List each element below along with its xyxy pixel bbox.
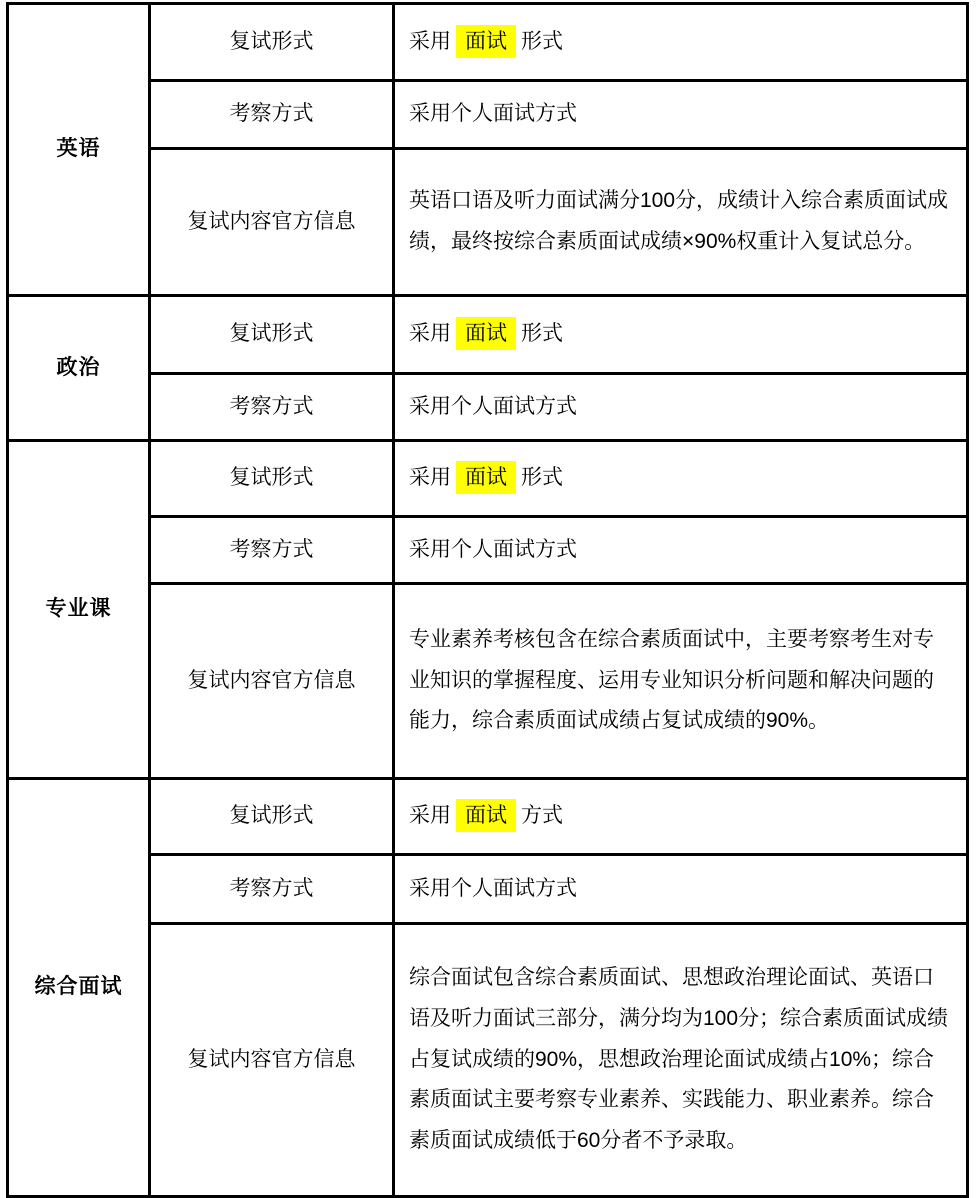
row-label: 复试形式 xyxy=(229,29,314,53)
content-cell xyxy=(394,584,968,779)
content-text: 采用 xyxy=(409,322,451,346)
row-label: 复试形式 xyxy=(229,322,314,346)
row-label: 考察方式 xyxy=(229,102,314,126)
row-label-cell xyxy=(150,584,394,779)
content-cell xyxy=(394,4,968,81)
content-text: 专业素养考核包含在综合素质面试中，主要考察考生对专业知识的掌握程度、运用专业知识分析问题和解决问题的能力，综合素质面试成绩占复试成绩的90%。 xyxy=(409,627,934,733)
row-label: 复试形式 xyxy=(229,466,314,490)
row-label: 复试内容官方信息 xyxy=(187,668,356,692)
content-cell xyxy=(394,517,968,584)
subject-label: 政治 xyxy=(56,355,101,379)
row-label: 复试形式 xyxy=(229,804,314,828)
row-label: 考察方式 xyxy=(229,394,314,418)
subject-label: 综合面试 xyxy=(34,975,123,999)
content-cell xyxy=(394,441,968,517)
row-label-cell xyxy=(150,779,394,855)
table-row xyxy=(8,584,968,779)
content-cell xyxy=(394,81,968,149)
highlight-mark: 面试 xyxy=(456,461,516,494)
table-row xyxy=(8,855,968,924)
content-text: 形式 xyxy=(521,466,563,490)
table-row xyxy=(8,81,968,149)
content-text: 综合面试包含综合素质面试、思想政治理论面试、英语口语及听力面试三部分，满分均为100分；综合素质面试成绩占复试成绩的90%，思想政治理论面试成绩占10%；综合素质面试主要考察专业素养、实践能力、职业素养。综合素质面试成绩低于60分者不予录取。 xyxy=(409,965,949,1153)
content-text: 采用 xyxy=(409,466,451,490)
row-label-cell xyxy=(150,441,394,517)
table-row xyxy=(8,296,968,374)
content-cell xyxy=(394,779,968,855)
row-label-cell xyxy=(150,924,394,1197)
content-text: 采用个人面试方式 xyxy=(409,876,577,900)
content-text: 采用 xyxy=(409,29,451,53)
row-label: 复试内容官方信息 xyxy=(187,209,356,233)
content-cell xyxy=(394,296,968,374)
review-format-table xyxy=(6,2,969,1198)
content-text: 形式 xyxy=(521,29,563,53)
highlight-mark: 面试 xyxy=(456,317,516,350)
row-label: 考察方式 xyxy=(229,876,314,900)
table-row xyxy=(8,441,968,517)
content-text: 英语口语及听力面试满分100分，成绩计入综合素质面试成绩，最终按综合素质面试成绩×90%权重计入复试总分。 xyxy=(409,189,949,253)
table-row xyxy=(8,924,968,1197)
row-label: 复试内容官方信息 xyxy=(187,1047,356,1071)
content-text: 采用个人面试方式 xyxy=(409,394,577,418)
row-label-cell xyxy=(150,81,394,149)
content-text: 形式 xyxy=(521,322,563,346)
row-label-cell xyxy=(150,855,394,924)
subject-label: 英语 xyxy=(56,137,101,161)
row-label-cell xyxy=(150,4,394,81)
subject-cell-comprehensive-interview xyxy=(8,779,150,1197)
content-text: 采用个人面试方式 xyxy=(409,102,577,126)
content-cell xyxy=(394,374,968,441)
highlight-mark: 面试 xyxy=(456,799,516,832)
content-cell xyxy=(394,149,968,296)
row-label: 考察方式 xyxy=(229,537,314,561)
row-label-cell xyxy=(150,149,394,296)
content-cell xyxy=(394,924,968,1197)
table-row xyxy=(8,374,968,441)
row-label-cell xyxy=(150,296,394,374)
content-text: 采用 xyxy=(409,804,451,828)
row-label-cell xyxy=(150,517,394,584)
highlight-mark: 面试 xyxy=(456,25,516,58)
content-text: 采用个人面试方式 xyxy=(409,537,577,561)
table-row xyxy=(8,779,968,855)
table-row xyxy=(8,4,968,81)
content-text: 方式 xyxy=(521,804,563,828)
table-row xyxy=(8,517,968,584)
row-label-cell xyxy=(150,374,394,441)
subject-cell-english xyxy=(8,4,150,296)
subject-cell-major-course xyxy=(8,441,150,779)
subject-label: 专业课 xyxy=(45,597,112,621)
content-cell xyxy=(394,855,968,924)
table-row xyxy=(8,149,968,296)
subject-cell-politics xyxy=(8,296,150,441)
